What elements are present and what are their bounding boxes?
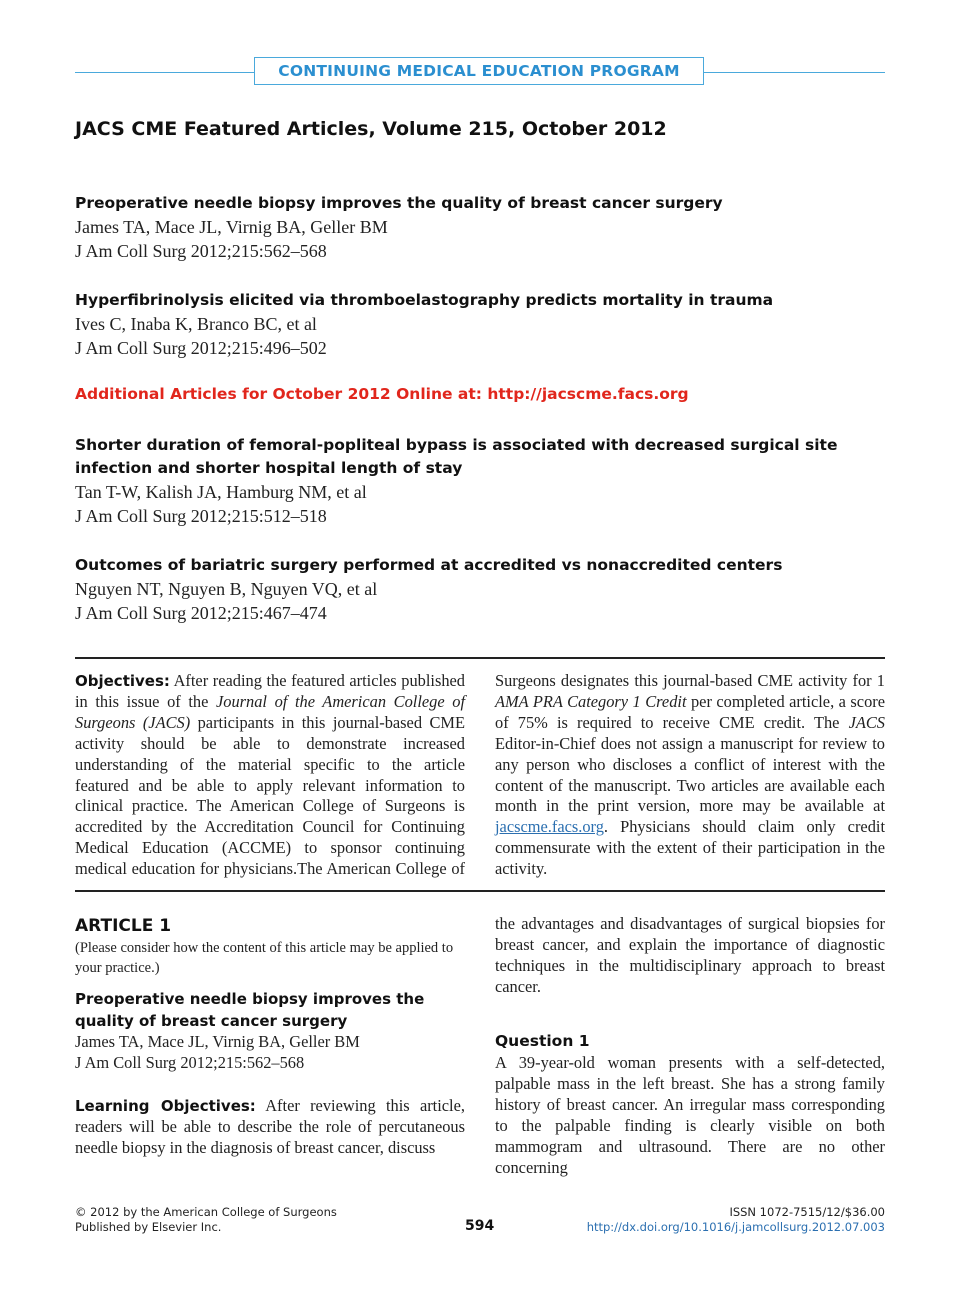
online-article: [75, 434, 875, 528]
article-citation: J Am Coll Surg 2012;215:496–502: [75, 338, 327, 358]
learning-objectives: [75, 1096, 465, 1159]
question-block: [495, 1029, 885, 1178]
learning-objectives-text: After reviewing this article, readers will be able to describe the role of percutaneous needle biopsy in the diagnosis of breast cancer, discuss: [75, 1096, 465, 1157]
cme-website-link[interactable]: jacscme.facs.org: [495, 817, 604, 837]
article-citation: J Am Coll Surg 2012;215:562–568: [75, 241, 327, 261]
additional-articles-heading[interactable]: Additional Articles for October 2012 Online at: http://jacscme.facs.org: [75, 385, 689, 403]
article-citation: J Am Coll Surg 2012;215:512–518: [75, 506, 327, 526]
banner-rule-right: [704, 72, 885, 73]
credit-name: AMA PRA Category 1 Credit: [495, 691, 687, 711]
objectives-block: [75, 671, 885, 885]
copyright: © 2012 by the American College of Surgeons: [75, 1205, 337, 1219]
featured-article: [75, 289, 895, 360]
article-citation: J Am Coll Surg 2012;215:562–568: [75, 1052, 305, 1072]
article-citation: J Am Coll Surg 2012;215:467–474: [75, 603, 327, 623]
divider: [75, 890, 885, 892]
objectives-text: . Physicians should claim only credit commensurate with the extent of their participation in the activity.: [495, 817, 885, 879]
banner-rule-left: [75, 72, 254, 73]
featured-article: [75, 192, 895, 263]
learning-objectives-label: Learning Objectives:: [75, 1097, 256, 1115]
question-heading: Question 1: [495, 1032, 590, 1050]
divider: [75, 657, 885, 659]
journal-name: Journal of the American College of Surgeons (JACS): [75, 691, 465, 732]
online-article: [75, 554, 895, 625]
footer-left: [75, 1205, 337, 1235]
objectives-text: Editor-in-Chief does not assign a manuscript for review to any person who discloses a conflict of interest with the content of the manuscript. Two articles are available each month in the print version, more may be available at: [495, 733, 885, 816]
footer-right: [587, 1205, 885, 1235]
article-heading: ARTICLE 1: [75, 916, 172, 936]
article-authors: Tan T-W, Kalish JA, Hamburg NM, et al: [75, 482, 367, 502]
article-authors: Ives C, Inaba K, Branco BC, et al: [75, 314, 317, 334]
doi-link[interactable]: http://dx.doi.org/10.1016/j.jamcollsurg.2012.07.003: [586, 1220, 885, 1234]
objectives-text: per completed article, a score of 75% is required to receive CME credit. The: [495, 691, 885, 732]
article-authors: James TA, Mace JL, Virnig BA, Geller BM: [75, 217, 388, 237]
article-authors: Nguyen NT, Nguyen B, Nguyen VQ, et al: [75, 579, 378, 599]
jacs-abbrev: JACS: [848, 712, 885, 732]
article-note: (Please consider how the content of this article may be applied to your practice.): [75, 940, 454, 976]
article-title: Shorter duration of femoral-popliteal bypass is associated with decreased surgical site infection and shorter hospital length of stay: [75, 436, 838, 477]
issn: ISSN 1072-7515/12/$36.00: [729, 1205, 885, 1219]
article1-column-left: [75, 914, 465, 1074]
objectives-text: After reading the featured articles published in this issue of the: [75, 671, 465, 711]
article-authors: James TA, Mace JL, Virnig BA, Geller BM: [75, 1032, 360, 1051]
learning-objectives-continued: the advantages and disadvantages of surgical biopsies for breast cancer, and explain the importance of diagnostic techniques in the multidisciplinary approach to breast cancer.: [495, 914, 885, 996]
objectives-label: Objectives:: [75, 672, 170, 690]
article-title: Hyperfibrinolysis elicited via thromboelastography predicts mortality in trauma: [75, 291, 774, 309]
page-title: JACS CME Featured Articles, Volume 215, October 2012: [75, 118, 667, 140]
publisher: Published by Elsevier Inc.: [75, 1220, 222, 1234]
objectives-text: participants in this journal-based CME activity should be able to demonstrate increased understanding of the material specific to the article featured and be able to apply relevant information to clinical practice. The American College of Surgeons is accredited by the Accreditation Council for Continuing Medical Education (ACCME) to sponsor continuing medical education for physicians.The American College of Surgeons designates this journal-based CME activity for 1: [75, 671, 885, 879]
question-text: A 39-year-old woman presents with a self-detected, palpable mass in the left breast. She has a strong family history of breast cancer. An irregular mass corresponding to the palpable finding is clearly visible on both mammogram and ultrasound. There are no other concerning: [495, 1053, 885, 1177]
section-banner: CONTINUING MEDICAL EDUCATION PROGRAM: [254, 57, 704, 85]
page-number: 594: [465, 1218, 495, 1234]
article-title: Preoperative needle biopsy improves the quality of breast cancer surgery: [75, 194, 723, 212]
article-title: Preoperative needle biopsy improves the quality of breast cancer surgery: [75, 990, 425, 1030]
article-title: Outcomes of bariatric surgery performed at accredited vs nonaccredited centers: [75, 556, 783, 574]
